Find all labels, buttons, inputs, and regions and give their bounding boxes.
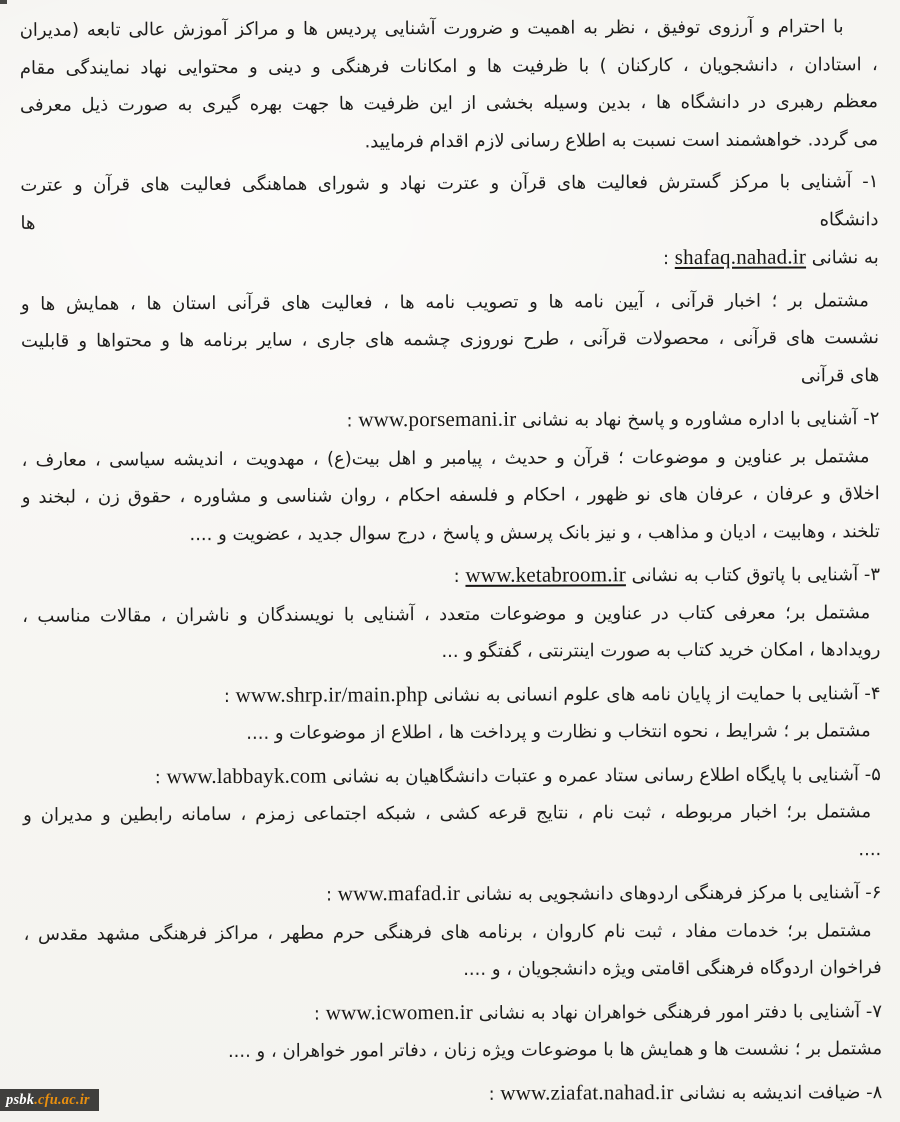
persian-text: ۷- آشنایی با دفتر امور فرهنگی خواهران نهاد به نشانی: [472, 1000, 883, 1024]
item-3-desc-line-2: [22, 631, 880, 672]
persian-text: رویدادها ، امکان خرید کتاب به صورت اینترنتی ، گفتگو و ...: [441, 639, 881, 663]
url-text: www.mafad.ir: [337, 880, 461, 906]
persian-text: ، استادان ، دانشجویان ، کارکنان ) با ظرفیت ها و امکانات فرهنگی و دینی و محتوایی نهاد نمایندگی مقام: [19, 53, 878, 79]
item-4-desc-line-1: [23, 712, 881, 753]
persian-text: :: [346, 410, 359, 432]
item-6-desc-line-2: [24, 949, 882, 990]
persian-text: ۵- آشنایی با پایگاه اطلاع رسانی ستاد عمره و عتبات دانشگاهیان به نشانی: [326, 763, 881, 788]
persian-text: :: [453, 565, 466, 587]
item-4-heading: [23, 674, 881, 716]
persian-text: :: [313, 1003, 326, 1025]
item-1-desc-line-1: [21, 282, 879, 323]
url-text: www.shrp.ir/main.php: [235, 681, 428, 707]
item-6-desc-line-1: [24, 912, 882, 953]
persian-text: مشتمل بر؛ خدمات مفاد ، ثبت نام کاروان ، برنامه های فرهنگی حرم مطهر ، مراکز فرهنگی مشهد مقدس ،: [23, 919, 872, 945]
url-text: www.labbayk.com: [166, 763, 327, 788]
persian-text: ۲- آشنایی با اداره مشاوره و پاسخ نهاد به نشانی: [516, 408, 880, 431]
url-text: www.porsemani.ir: [358, 406, 517, 432]
url-text-underlined: www.ketabroom.ir: [465, 562, 626, 587]
persian-text: :: [154, 766, 167, 788]
document-body: [20, 8, 883, 1115]
item-2-desc-line-2: [22, 475, 880, 516]
persian-text: :: [223, 685, 236, 707]
persian-text: مشتمل بر عناوین و موضوعات ؛ قرآن و حدیث ، پیامبر و اهل بیت(ع) ، مهدویت ، اندیشه سیاسی ، معارف ،: [21, 445, 870, 471]
persian-text: با احترام و آرزوی توفیق ، نظر به اهمیت و ضرورت آشنایی پردیس ها و مراکز آموزش عالی تابعه (مدیران: [19, 16, 844, 41]
persian-text: :: [325, 884, 338, 906]
item-2-desc-line-3: [22, 513, 880, 554]
item-3-heading: [22, 555, 880, 597]
item-6-heading: [23, 873, 881, 915]
url-text: www.ziafat.nahad.ir: [500, 1079, 674, 1105]
persian-text: دانشگاه ها: [20, 208, 879, 234]
site-watermark-badge: [0, 1089, 99, 1111]
persian-text: نشست های قرآنی ، محصولات قرآنی ، طرح نوروزی چشمه های جاری ، سایر برنامه ها و محتواها و قابلیت: [20, 327, 880, 352]
item-5-desc-line-2: [23, 831, 881, 872]
persian-text: مشتمل بر ؛ شرایط ، نحوه انتخاب و نظارت و پرداخت ها ، اطلاع از موضوعات و ....: [246, 720, 871, 744]
persian-text: مشتمل بر؛ اخبار مربوطه ، ثبت نام ، نتایج قرعه کشی ، شبکه اجتماعی زمزم ، سامانه رابطین و مدیران و: [23, 801, 872, 826]
persian-text: مشتمل بر ؛ اخبار قرآنی ، آیین نامه ها و تصویب نامه ها ، فعالیت های قرآنی استان ها ، همایش ها و: [20, 289, 869, 315]
persian-text: مشتمل بر ؛ نشست ها و همایش ها با موضوعات ویژه زنان ، دفاتر امور خواهران ، و ....: [227, 1038, 883, 1062]
persian-text: ۱- آشنایی با مرکز گسترش فعالیت های قرآن و عترت نهاد و شورای هماهنگی فعالیت های قرآن و عترت: [20, 171, 879, 196]
intro-line-1: [20, 8, 878, 49]
item-1-desc-line-3: [21, 357, 879, 398]
persian-text: ۶- آشنایی با مرکز فرهنگی اردوهای دانشجویی به نشانی: [460, 882, 882, 905]
item-3-desc-line-1: [22, 594, 880, 635]
intro-line-2: [20, 46, 878, 87]
watermark-prefix: psbk: [6, 1091, 35, 1108]
item-1-desc-line-2: [21, 319, 879, 360]
watermark-suffix: .cfu.ac.ir: [34, 1091, 90, 1108]
item-5-heading: [23, 755, 881, 797]
item-1-heading-line-2: [20, 201, 878, 242]
url-text: www.icwomen.ir: [325, 999, 474, 1025]
persian-text: :: [662, 248, 675, 270]
item-5-desc-line-1: [23, 793, 881, 834]
item-8-heading: [24, 1073, 882, 1115]
persian-text: ....: [858, 838, 882, 860]
persian-text: های قرآنی: [800, 364, 880, 386]
intro-line-3: [20, 83, 878, 124]
item-2-desc-line-1: [21, 438, 879, 479]
persian-text: می گردد. خواهشمند است نسبت به اطلاع رسانی لازم اقدام فرمایید.: [364, 128, 879, 152]
persian-text: :: [488, 1083, 501, 1105]
persian-text: ۴- آشنایی با حمایت از پایان نامه های علوم انسانی به نشانی: [427, 682, 881, 706]
item-1-address-line: [21, 238, 879, 280]
persian-text: به نشانی: [805, 247, 879, 269]
persian-text: ۸- ضیافت اندیشه به نشانی: [673, 1081, 883, 1104]
persian-text: معظم رهبری در دانشگاه ها ، بدین وسیله بخشی از این ظرفیت ها جهت بهره گیری به صورت ذیل معرفی: [19, 91, 879, 116]
scan-edge-artifact: [0, 0, 7, 4]
item-2-heading: [21, 399, 879, 441]
persian-text: مشتمل بر؛ معرفی کتاب در عناوین و موضوعات متعدد ، آشنایی با نویسندگان و ناشران ، مقالات مناسب ،: [22, 601, 871, 627]
item-7-desc-line-1: [24, 1030, 882, 1071]
intro-line-4: [20, 121, 878, 162]
item-7-heading: [24, 992, 882, 1034]
url-text-underlined: shafaq.nahad.ir: [674, 244, 807, 270]
persian-text: اخلاق و عرفان ، عرفان های نو ظهور ، احکام و فلسفه احکام ، روان شناسی و مشاوره ، حقوق زن ، لبخند و: [21, 483, 880, 508]
persian-text: فراخوان اردوگاه فرهنگی اقامتی ویژه دانشجویان ، و ....: [463, 957, 882, 980]
persian-text: تلخند ، وهابیت ، ادیان و مذاهب ، و نیز بانک پرسش و پاسخ ، درج سوال جدید ، عضویت و ....: [189, 520, 880, 545]
item-1-heading-line-1: [20, 163, 878, 204]
persian-text: ۳- آشنایی با پاتوق کتاب به نشانی: [625, 564, 881, 587]
